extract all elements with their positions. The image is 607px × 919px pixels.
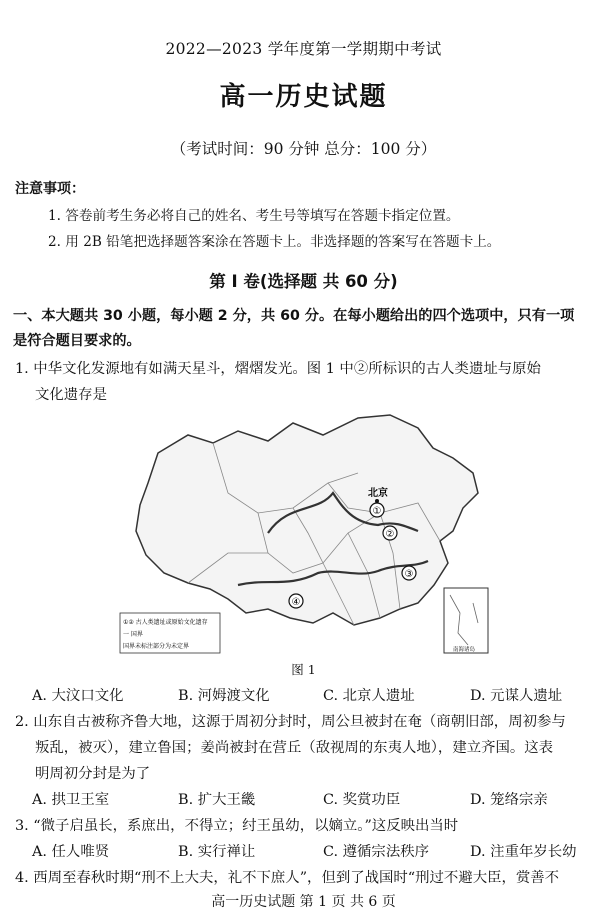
- q1-stem-line2: 文化遗存是: [35, 387, 107, 403]
- q2-option-a: A. 拱卫王室: [32, 792, 110, 808]
- notice-item-2: 2. 用 2B 铅笔把选择题答案涂在答题卡上。非选择题的答案写在答题卡上。: [48, 234, 501, 250]
- legend-1: ①② 古人类遗址或原始文化遗存: [123, 619, 208, 626]
- q1-option-b: B. 河姆渡文化: [178, 688, 270, 704]
- q3-option-c: C. 遵循宗法秩序: [323, 844, 429, 860]
- q3-option-d: D. 注重年岁长幼: [470, 844, 577, 860]
- q3-option-b: B. 实行禅让: [178, 844, 256, 860]
- exam-header: 2022—2023 学年度第一学期期中考试: [165, 40, 442, 58]
- inset-label: 南海诸岛: [452, 647, 476, 653]
- volume-title: 第 Ⅰ 卷(选择题 共 60 分): [209, 272, 398, 291]
- south-sea-inset: [444, 588, 488, 653]
- section-instructions-line1: 一、本大题共 30 小题，每小题 2 分，共 60 分。在每小题给出的四个选项中，只有一项: [13, 308, 575, 324]
- q1-option-d: D. 元谋人遗址: [470, 688, 563, 704]
- q2-stem-line2: 叛乱，被灭），建立鲁国；姜尚被封在营丘（敌视周的东夷人地），建立齐国。这表: [35, 740, 554, 756]
- q2-option-c: C. 奖赏功臣: [323, 792, 401, 808]
- notice-heading: 注意事项：: [15, 181, 85, 197]
- marker-2: ②: [385, 529, 395, 540]
- q3-stem-line1: 3. “微子启虽长，系庶出，不得立；纣王虽幼，以嫡立。”这反映出当时: [15, 818, 459, 834]
- exam-title: 高一历史试题: [219, 82, 388, 112]
- page-footer: 高一历史试题 第 1 页 共 6 页: [211, 894, 396, 910]
- q1-stem-line1: 1. 中华文化发源地有如满天星斗，熠熠发光。图 1 中②所标识的古人类遗址与原始: [15, 361, 541, 377]
- q1-option-a: A. 大汶口文化: [32, 688, 124, 704]
- q4-stem-line1: 4. 西周至春秋时期“刑不上大夫，礼不下庶人”，但到了战国时“刑过不避大臣，赏善不: [15, 870, 560, 886]
- q2-option-b: B. 扩大王畿: [178, 792, 256, 808]
- beijing-label: 北京: [368, 488, 388, 499]
- marker-4: ④: [291, 597, 301, 608]
- q2-stem-line3: 明周初分封是为了: [35, 766, 151, 782]
- marker-3: ③: [404, 569, 414, 580]
- marker-1: ①: [372, 506, 382, 517]
- q1-option-c: C. 北京人遗址: [323, 688, 415, 704]
- q3-option-a: A. 任人唯贤: [32, 844, 110, 860]
- q2-option-d: D. 笼络宗亲: [470, 792, 548, 808]
- beijing-dot: [375, 499, 379, 503]
- q2-stem-line1: 2. 山东自古被称齐鲁大地，这源于周初分封时，周公旦被封在奄（商朝旧部，周初参与: [15, 714, 566, 730]
- section-instructions-line2: 是符合题目要求的。: [13, 333, 141, 349]
- china-map-figure: [118, 413, 490, 655]
- legend-2: 一 国界: [123, 631, 143, 638]
- exam-subtitle: （考试时间：90 分钟 总分：100 分）: [170, 140, 437, 158]
- figure-label: 图 1: [291, 662, 316, 677]
- notice-item-1: 1. 答卷前考生务必将自己的姓名、考生号等填写在答题卡指定位置。: [48, 208, 460, 224]
- legend-3: 国界未标注部分为未定界: [123, 643, 190, 650]
- china-map-svg: [118, 413, 490, 655]
- china-outline: [136, 415, 478, 625]
